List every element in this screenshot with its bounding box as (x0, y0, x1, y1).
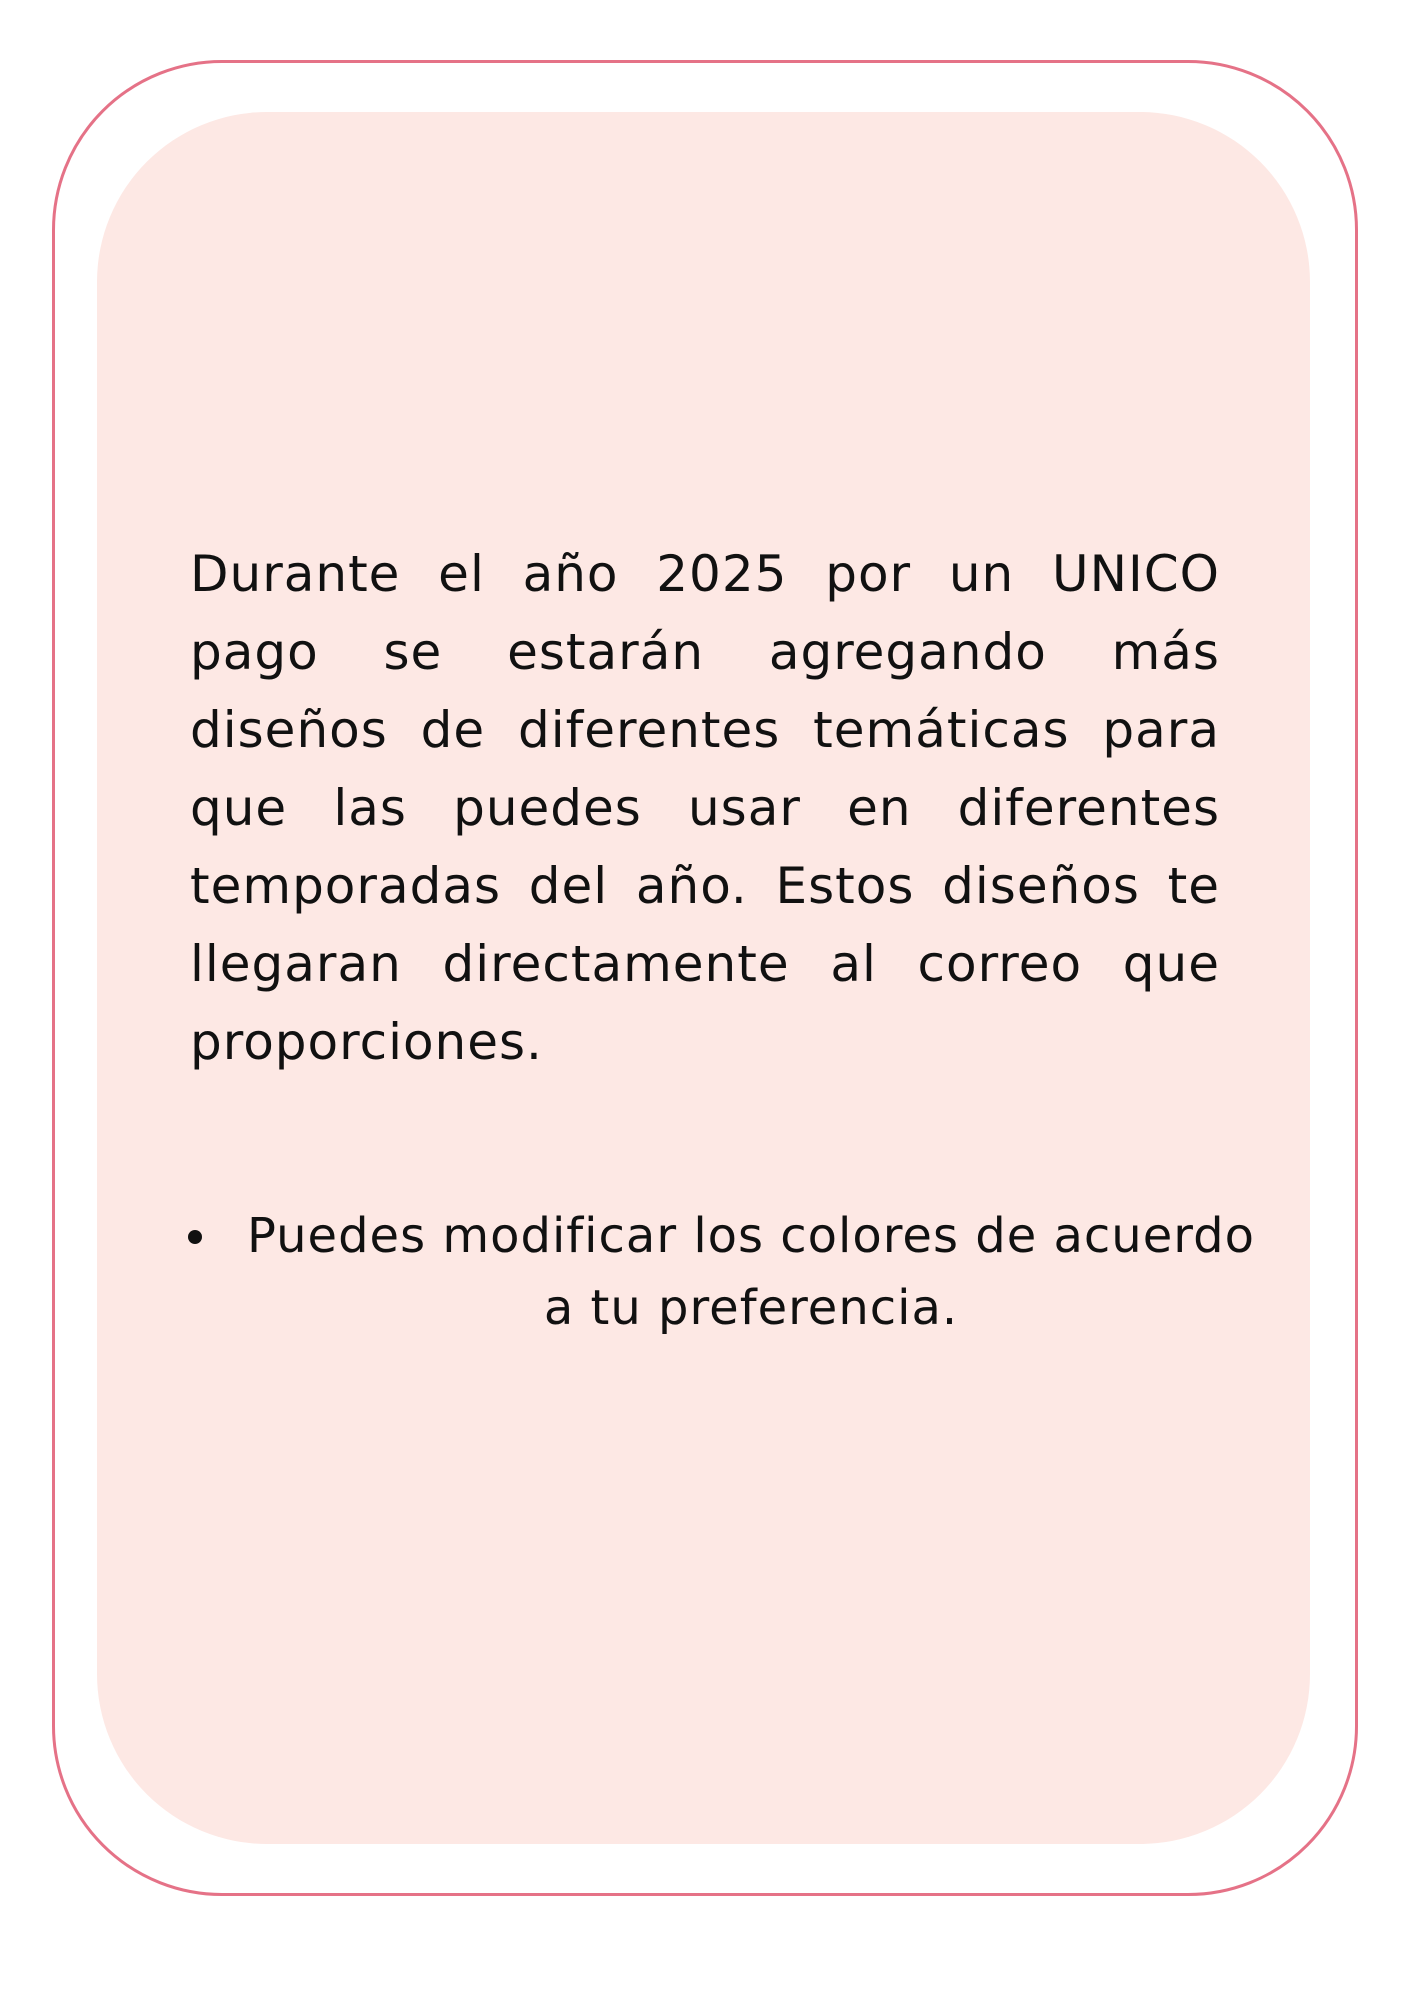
bullet-dot-icon (188, 1230, 202, 1244)
note-item (180, 1200, 1260, 1344)
info-paragraph: Durante el año 2025 por un UNICO pago se estarán agregando más diseños de diferentes temáticas para que las puedes usar en diferentes temporadas del año. Estos diseños te llegaran directamente al correo que proporciones. (190, 545, 1220, 1071)
note-text: Puedes modificar los colores de acuerdo a tu preferencia. (247, 1208, 1255, 1336)
note-list (180, 1200, 1260, 1344)
